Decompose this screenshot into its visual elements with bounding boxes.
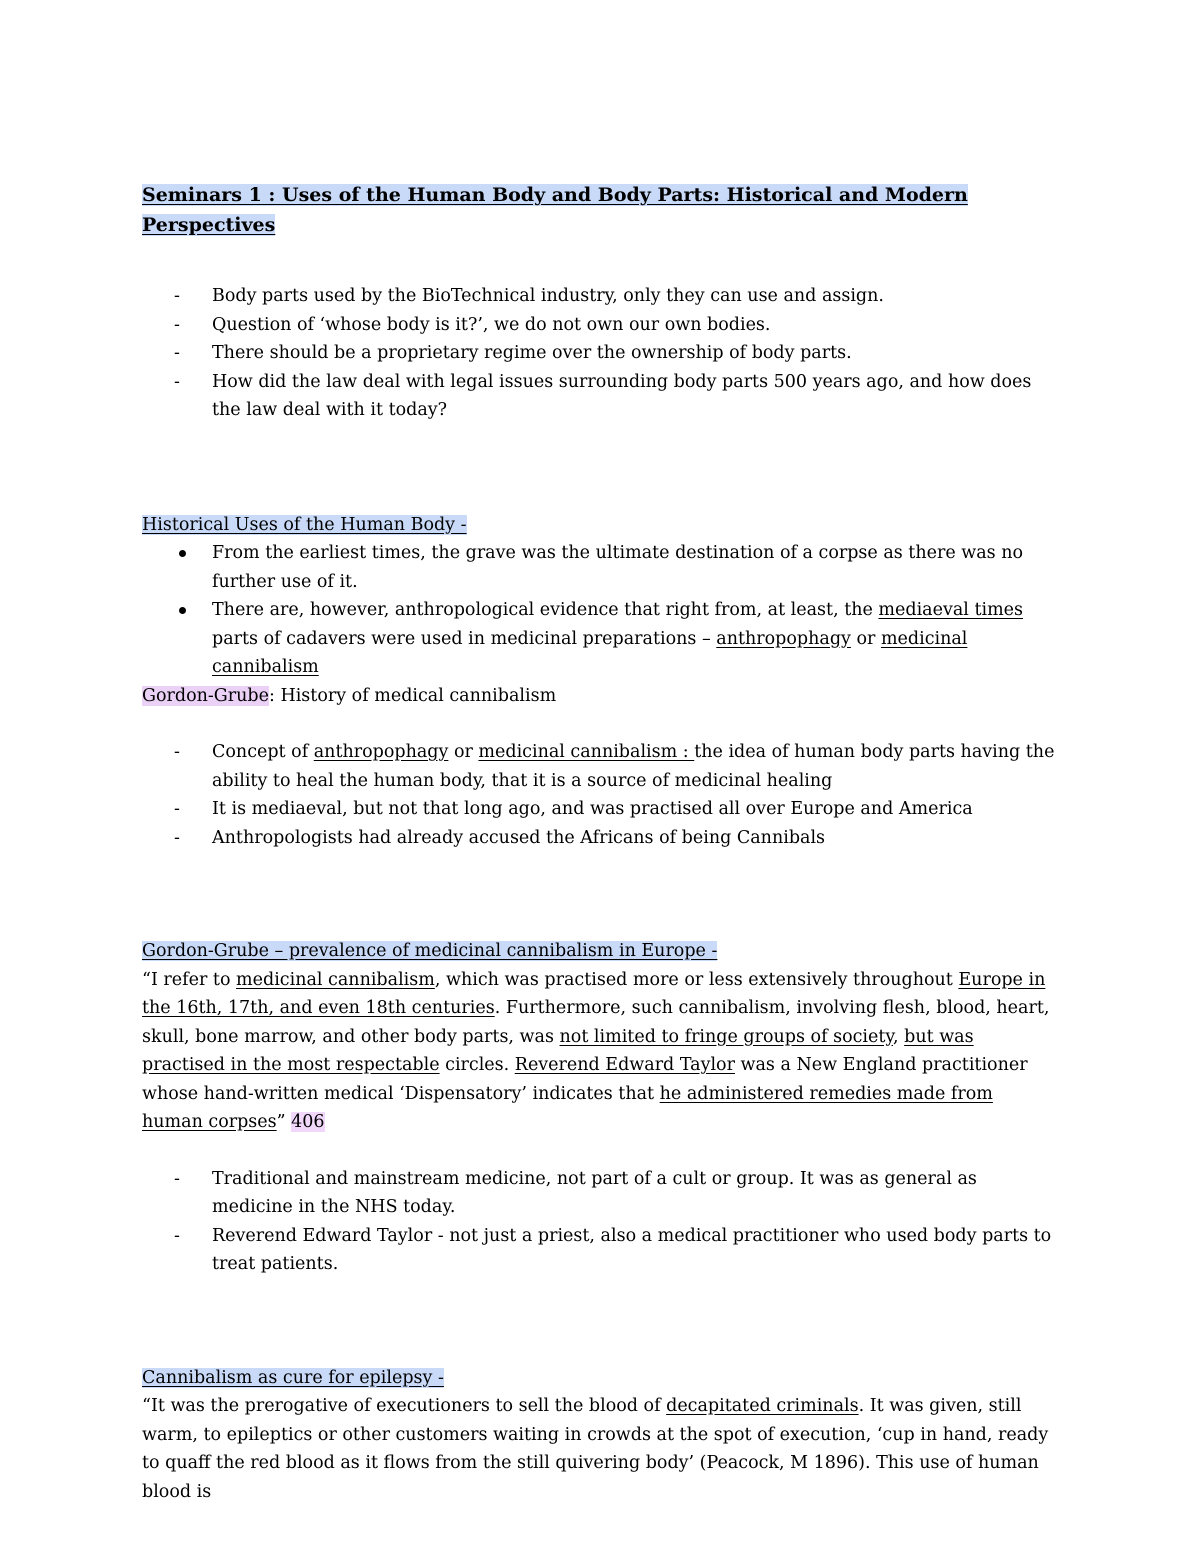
text-run: or bbox=[850, 628, 881, 649]
list-item: - Body parts used by the BioTechnical industry, only they can use and assign. bbox=[142, 282, 1057, 311]
page-reference: 406 bbox=[291, 1112, 325, 1132]
section-heading-text: Gordon-Grube – prevalence of medicinal cannibalism in Europe - bbox=[142, 941, 718, 961]
underlined-term: medicinal cannibalism bbox=[236, 969, 435, 990]
document-body bbox=[142, 180, 1057, 1506]
list-item: - There should be a proprietary regime over the ownership of body parts. bbox=[142, 339, 1057, 368]
page-title bbox=[142, 180, 1057, 240]
underlined-term: decapitated criminals bbox=[666, 1396, 859, 1416]
text-run: , bbox=[892, 1026, 905, 1047]
intro-list bbox=[142, 282, 1057, 425]
underlined-term: mediaeval times bbox=[878, 600, 1024, 620]
underlined-term: anthropophagy bbox=[313, 742, 449, 762]
text-run: There are, however, anthropological evidence that right from, at least, the bbox=[212, 600, 879, 620]
section-heading-epilepsy bbox=[142, 1364, 1057, 1393]
section-heading-text: Cannibalism as cure for epilepsy - bbox=[142, 1367, 444, 1388]
list-item: - How did the law deal with legal issues surrounding body parts 500 years ago, and how does the law deal with it today? bbox=[142, 368, 1057, 425]
text-run: , which was practised more or less extensively throughout bbox=[434, 969, 959, 990]
text-run: circles. bbox=[439, 1055, 515, 1075]
historical-dash-list bbox=[142, 738, 1057, 852]
text-run: or bbox=[448, 742, 479, 762]
text-run: Concept of bbox=[212, 742, 314, 762]
quote-paragraph bbox=[142, 1392, 1057, 1506]
text-run: parts of cadavers were used in medicinal preparations – bbox=[212, 628, 717, 649]
underlined-term: he administered remedies made from human corpses bbox=[142, 1083, 993, 1132]
underlined-term: not limited to fringe groups of society bbox=[559, 1026, 893, 1047]
underlined-term: but was practised in the most respectable bbox=[142, 1026, 974, 1075]
underlined-term: medicinal cannibalism : bbox=[478, 742, 695, 762]
list-item: - Anthropologists had already accused the Africans of being Cannibals bbox=[142, 824, 1057, 853]
text-run: . Furthermore, such cannibalism, involving flesh, blood, heart, skull, bone marrow, and other body parts, was bbox=[142, 998, 1050, 1047]
underlined-term: medicinal cannibalism bbox=[212, 628, 968, 677]
reference-text: : History of medical cannibalism bbox=[268, 685, 557, 706]
list-item: - Reverend Edward Taylor - not just a priest, also a medical practitioner who used body parts to treat patients. bbox=[142, 1222, 1057, 1279]
historical-dot-list bbox=[142, 539, 1057, 682]
text-run: the idea of human body parts having the ability to heal the human body, that it is a source of medicinal healing bbox=[212, 742, 1055, 791]
list-item: - It is mediaeval, but not that long ago, and was practised all over Europe and America bbox=[142, 795, 1057, 824]
prevalence-dash-list bbox=[142, 1165, 1057, 1279]
text-run: “I refer to bbox=[142, 969, 237, 990]
reference-line bbox=[142, 682, 1057, 711]
list-item bbox=[142, 738, 1057, 795]
section-heading-historical bbox=[142, 511, 1057, 540]
title-text: Seminars 1 : Uses of the Human Body and Body Parts: Historical and Modern Perspectives bbox=[142, 184, 968, 236]
reference-name: Gordon-Grube bbox=[142, 685, 269, 706]
text-run: was a New England practitioner whose hand-written medical ‘Dispensatory’ indicates that bbox=[142, 1055, 1028, 1104]
text-run: ” bbox=[276, 1112, 292, 1132]
list-item: - Traditional and mainstream medicine, not part of a cult or group. It was as general as medicine in the NHS today. bbox=[142, 1165, 1057, 1222]
list-item: - Question of ‘whose body is it?’, we do not own our own bodies. bbox=[142, 311, 1057, 340]
list-item bbox=[142, 596, 1057, 682]
text-run: . It was given, still warm, to epileptics or other customers waiting in crowds at the spot of execution, ‘cup in hand, ready to quaff the red blood as it flows from the still quivering body’ (Peacock, M 1896). This use of human blood is bbox=[142, 1396, 1049, 1502]
underlined-term: anthropophagy bbox=[716, 628, 851, 649]
section-heading-prevalence bbox=[142, 937, 1057, 966]
underlined-term: Reverend Edward Taylor bbox=[514, 1055, 735, 1075]
list-item: From the earliest times, the grave was the ultimate destination of a corpse as there was no further use of it. bbox=[142, 539, 1057, 596]
text-run: “It was the prerogative of executioners to sell the blood of bbox=[142, 1396, 667, 1416]
quote-paragraph bbox=[142, 966, 1057, 1137]
section-heading-text: Historical Uses of the Human Body - bbox=[142, 514, 467, 535]
underlined-term: Europe in the 16th, 17th, and even 18th centuries bbox=[142, 969, 1046, 1018]
